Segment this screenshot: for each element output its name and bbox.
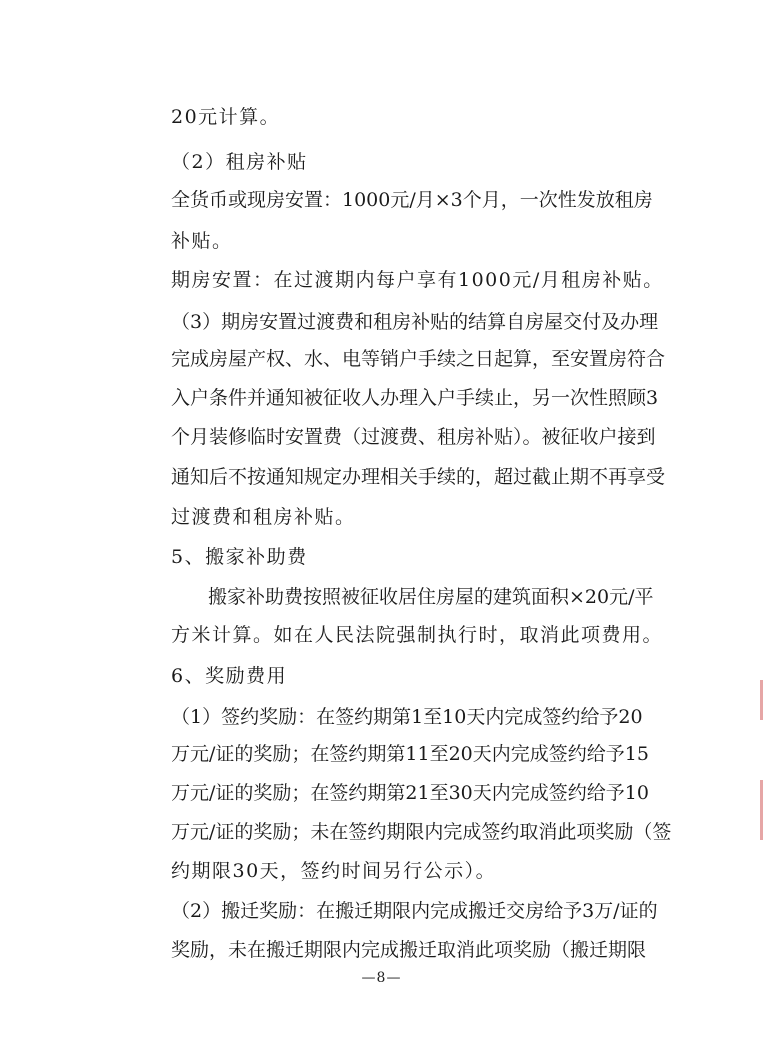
text-line: 全货币或现房安置：1000元/月×3个月，一次性发放租房: [171, 189, 653, 211]
page-number: —8—: [361, 970, 402, 986]
text-line: 20元计算。: [171, 106, 281, 128]
text-line: 完成房屋产权、水、电等销户手续之日起算，至安置房符合: [171, 348, 666, 370]
text-line: 万元/证的奖励；在签约期第21至30天内完成签约给予10: [171, 782, 649, 804]
text-line: 通知后不按通知规定办理相关手续的，超过截止期不再享受: [171, 466, 666, 488]
text-line: 期房安置：在过渡期内每户享有1000元/月租房补贴。: [171, 269, 664, 291]
section-heading: 5、搬家补助费: [171, 546, 308, 568]
text-line: （3）期房安置过渡费和租房补贴的结算自房屋交付及办理: [171, 311, 659, 333]
text-line: 个月装修临时安置费（过渡费、租房补贴）。被征收户接到: [171, 426, 656, 448]
text-line: （1）签约奖励：在签约期第1至10天内完成签约给予20: [171, 706, 643, 728]
text-line: 约期限30天，签约时间另行公示）。: [171, 860, 497, 882]
text-line: （2）租房补贴: [171, 151, 308, 173]
text-line: 奖励，未在搬迁期限内完成搬迁取消此项奖励（搬迁期限: [171, 939, 647, 961]
text-line: 入户条件并通知被征收人办理入户手续止，另一次性照顾3: [171, 387, 659, 409]
text-line: 万元/证的奖励；在签约期第11至20天内完成签约给予15: [171, 743, 649, 765]
text-line: 万元/证的奖励；未在签约期限内完成签约取消此项奖励（签: [171, 821, 672, 843]
text-line: 补贴。: [171, 230, 233, 252]
text-line: 方米计算。如在人民法院强制执行时，取消此项费用。: [171, 624, 664, 646]
text-line: （2）搬迁奖励：在搬迁期限内完成搬迁交房给予3万/证的: [171, 900, 658, 922]
section-heading: 6、奖励费用: [171, 665, 288, 687]
text-line: 搬家补助费按照被征收居住房屋的建筑面积×20元/平: [208, 586, 654, 608]
text-line: 过渡费和租房补贴。: [171, 506, 356, 528]
